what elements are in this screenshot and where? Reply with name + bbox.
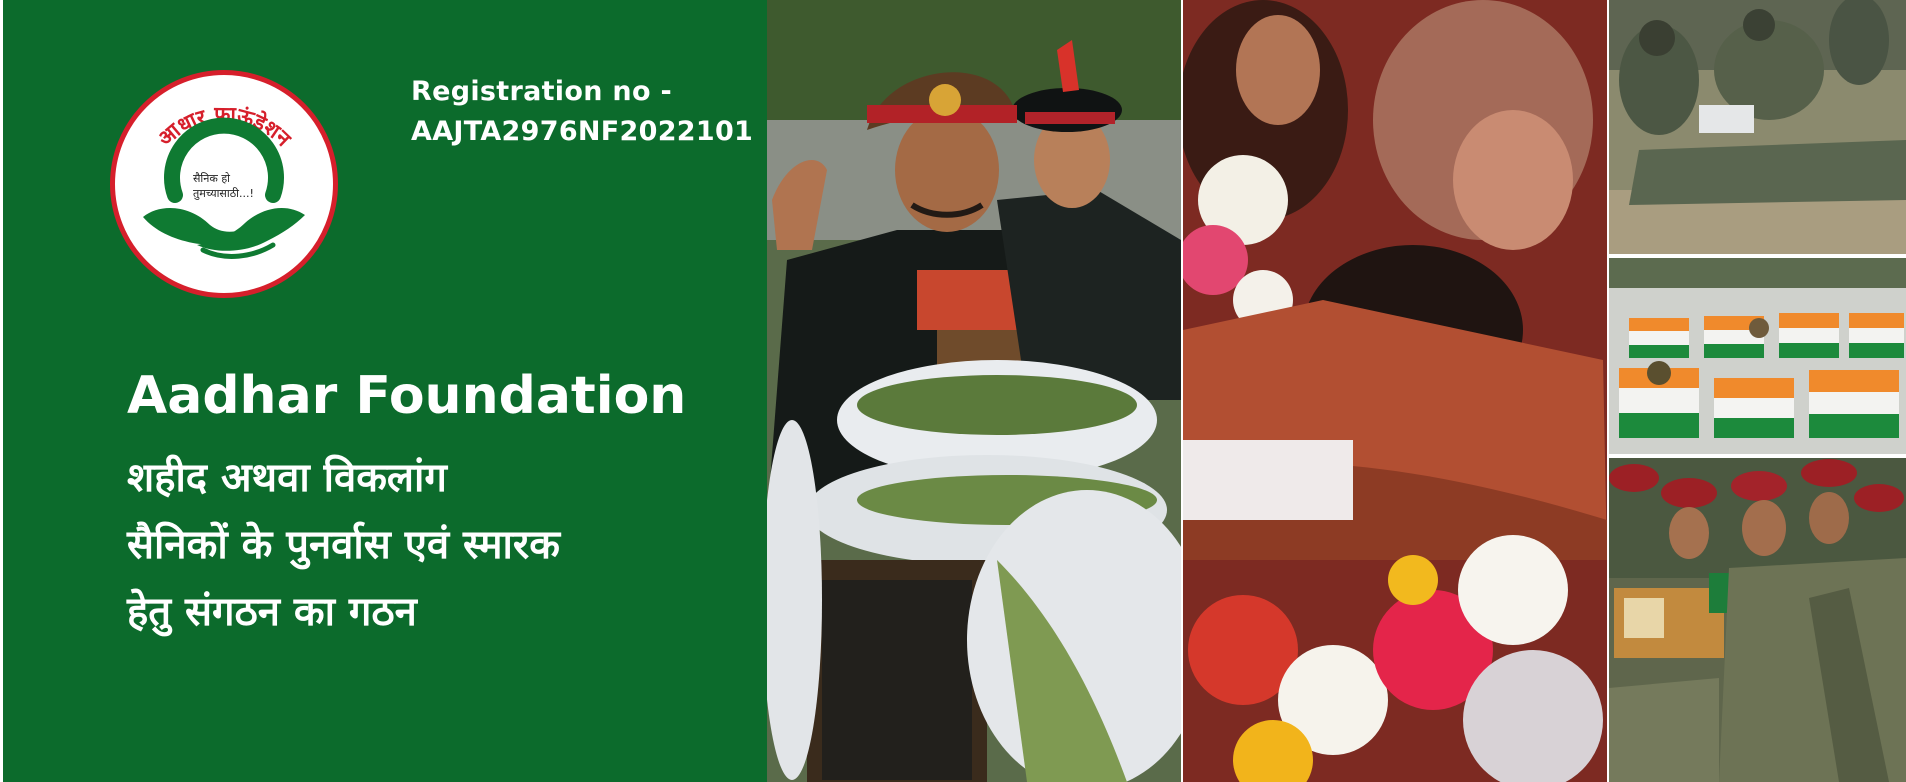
mourning-family-photo: [1183, 0, 1607, 782]
registration-label: Registration no -: [411, 76, 673, 107]
flag-draped-coffins-photo: [1609, 258, 1906, 454]
hindi-line-1: शहीद अथवा विकलांग: [127, 455, 447, 501]
hindi-line-2: सैनिकों के पुनर्वास एवं स्मारक: [127, 522, 560, 568]
logo-text-top: आधार फाऊंडेशन: [153, 102, 296, 151]
logo-tagline-2: तुमच्यासाठी...!: [193, 187, 254, 200]
hindi-line-3: हेतु संगठन का गठन: [127, 589, 417, 635]
saluting-officers-photo: [767, 0, 1181, 782]
hindi-description: [127, 445, 560, 646]
registration-value: AAJTA2976NF2022101: [411, 116, 754, 147]
hands-holding-circle-icon: [115, 75, 333, 293]
foundation-logo: [110, 70, 338, 298]
logo-tagline-1: सैनिक हो: [193, 172, 231, 185]
foundation-title: Aadhar Foundation: [127, 366, 687, 426]
soldiers-field-photo: [1609, 0, 1906, 254]
green-info-panel: [0, 0, 767, 782]
registration-number: [411, 72, 753, 152]
soldiers-carrying-coffin-photo: [1609, 458, 1906, 782]
